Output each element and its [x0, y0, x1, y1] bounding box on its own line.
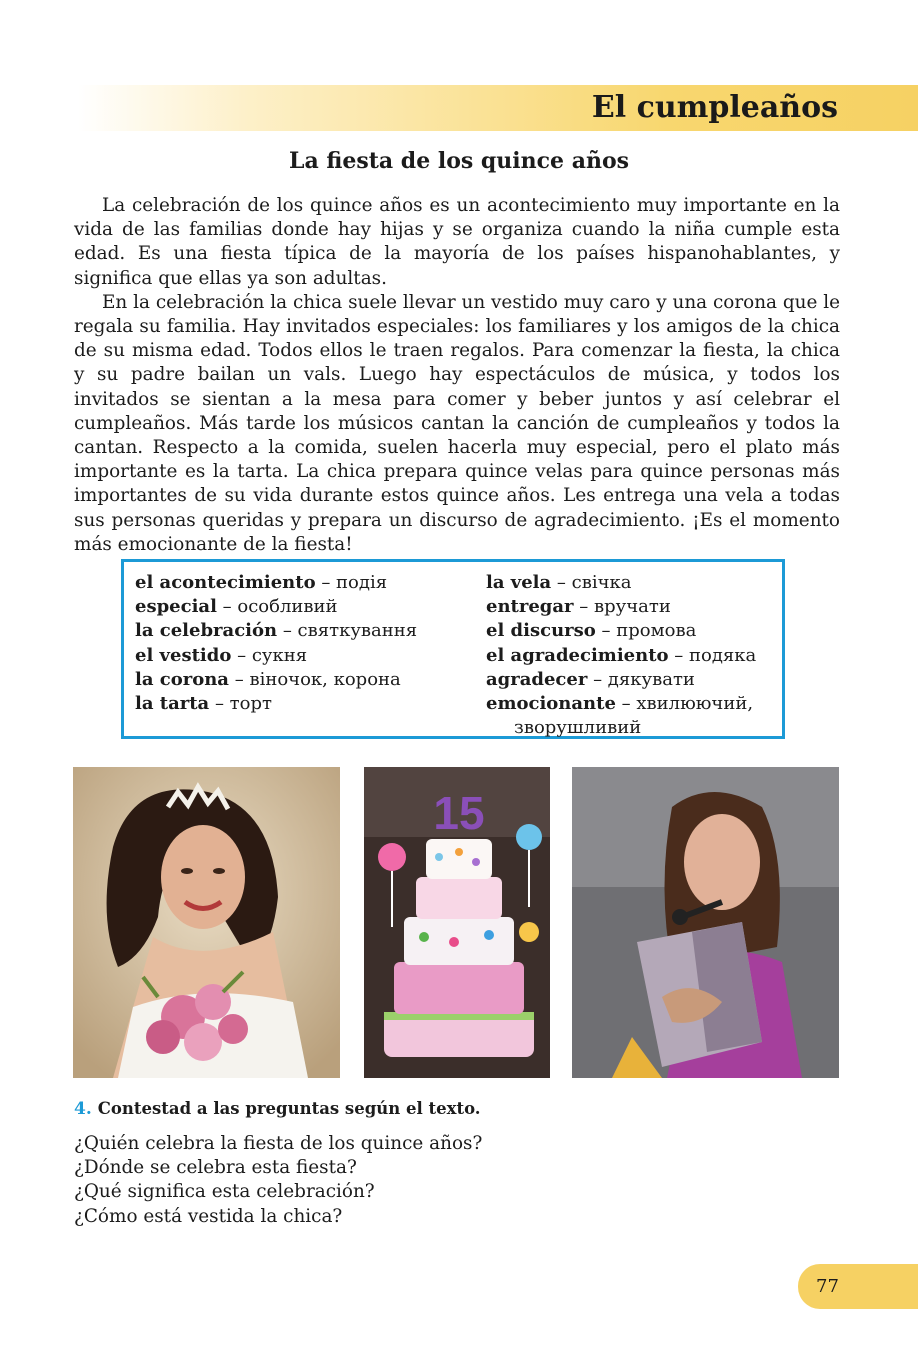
- vocab-term: emocionante: [486, 693, 616, 715]
- vocab-entry: [135, 668, 417, 692]
- vocab-translation: – сукня: [237, 644, 308, 666]
- vocab-term: agradecer: [486, 668, 588, 690]
- page-number: 77: [816, 1276, 839, 1297]
- vocab-entry: [486, 668, 756, 692]
- vocabulary-box: [121, 559, 785, 739]
- task-instruction: [74, 1099, 481, 1119]
- question-list: [74, 1132, 482, 1229]
- question-item: ¿Cómo está vestida la chica?: [74, 1205, 343, 1227]
- photo-quinceanera: [73, 767, 340, 1078]
- article-paragraph: En la celebración la chica suele llevar un vestido muy caro y una corona que le regala su familia. Hay invitados especiales: los familiares y los amigos de la chica de su misma edad. Todos ellos le traen regalos. Para comenzar la fiesta, la chica y su padre bailan un vals. Luego hay espectáculos de música, y todos los invitados se sientan a la mesa para comer y beber juntos y así celebrar el cumpleaños. Más tarde los músicos cantan la canción de cumpleaños y todos la cantan. Respecto a la comida, suelen hacerla muy especial, pero el plato más importante es la tarta. La chica prepara quince velas para quince personas más importantes de su vida durante estos quince años. Les entrega una vela a todas sus personas queridas y prepara un discurso de agradecimiento. ¡Es el momento más emocionante de la fiesta!: [74, 291, 840, 555]
- vocab-term: especial: [135, 596, 217, 618]
- task-number: 4.: [74, 1099, 92, 1119]
- vocab-entry: [135, 644, 417, 668]
- vocab-translation: – особливий: [222, 596, 338, 618]
- vocab-translation: – промова: [601, 620, 697, 642]
- article-body: [74, 194, 840, 557]
- vocab-term: el vestido: [135, 644, 232, 666]
- vocab-translation: – святкування: [282, 620, 418, 642]
- article-paragraph: La celebración de los quince años es un acontecimiento muy importante en la vida de las familias donde hay hijas y se organiza cuando la niña cumple esta edad. Es una fiesta típica de la mayoría de los países hispanohablantes, y significa que ellas ya son adultas.: [74, 195, 840, 289]
- vocab-term: la tarta: [135, 693, 210, 715]
- vocab-translation: – хвилюючий,: [621, 693, 754, 715]
- vocab-entry: [486, 692, 756, 716]
- question-item: ¿Dónde se celebra esta fiesta?: [74, 1157, 357, 1179]
- vocab-translation: – свічка: [556, 572, 632, 593]
- vocabulary-column-right: [486, 571, 756, 740]
- vocab-translation: – подяка: [674, 644, 757, 666]
- vocab-term: la celebración: [135, 620, 278, 642]
- vocab-entry: [486, 571, 756, 595]
- question-item: ¿Qué significa esta celebración?: [74, 1181, 375, 1203]
- vocab-translation: – дякувати: [593, 668, 695, 690]
- vocab-term: la corona: [135, 668, 229, 690]
- chapter-title: El cumpleaños: [591, 90, 838, 125]
- question-item: ¿Quién celebra la fiesta de los quince años?: [74, 1133, 483, 1154]
- vocab-translation: – торт: [214, 693, 272, 715]
- vocab-translation: – вручати: [579, 596, 671, 618]
- vocab-entry: [135, 619, 417, 643]
- vocab-entry: [486, 595, 756, 619]
- vocab-entry: [486, 619, 756, 643]
- vocab-translation: – подія: [321, 572, 388, 593]
- vocab-translation: – віночок, корона: [234, 668, 401, 690]
- vocab-term: el agradecimiento: [486, 644, 669, 666]
- vocab-term: el discurso: [486, 620, 596, 642]
- vocabulary-column-left: [135, 571, 417, 716]
- vocab-translation-continuation: зворушливий: [514, 717, 642, 739]
- article-title: La fiesta de los quince años: [288, 148, 630, 174]
- vocab-entry: [486, 644, 756, 668]
- task-text: Contestad a las preguntas según el texto.: [97, 1099, 481, 1118]
- photo-cake: [364, 767, 550, 1078]
- vocab-entry: [135, 595, 417, 619]
- vocab-term: el acontecimiento: [135, 572, 316, 593]
- vocab-entry: [135, 571, 417, 595]
- vocab-term: entregar: [486, 596, 574, 618]
- photo-speech: [572, 767, 839, 1078]
- vocab-entry: [135, 692, 417, 716]
- vocab-term: la vela: [486, 572, 552, 593]
- cake-number: 15: [433, 787, 485, 839]
